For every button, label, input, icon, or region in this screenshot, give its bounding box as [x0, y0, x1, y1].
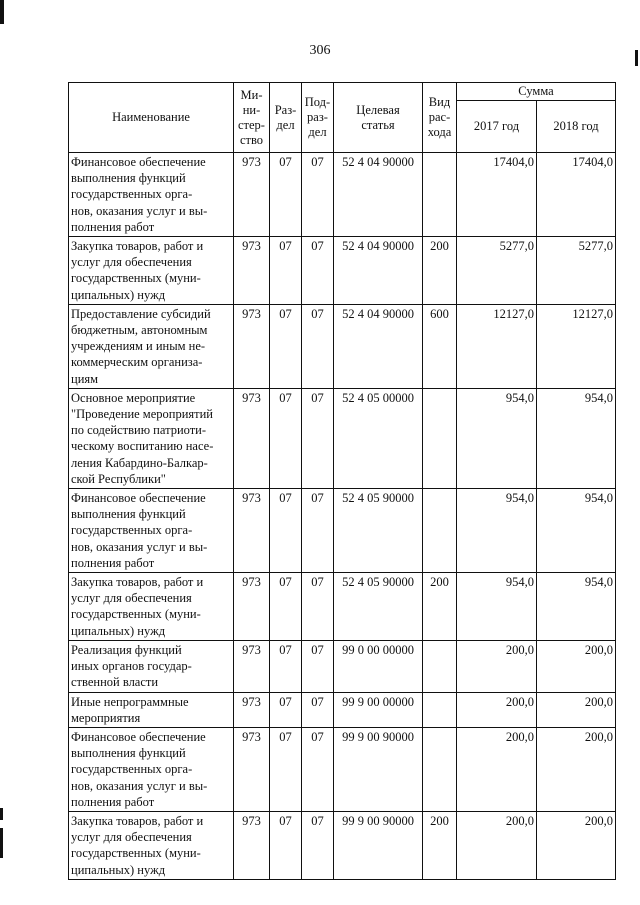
table-row [69, 388, 616, 488]
scan-edge-mark [0, 0, 4, 24]
row-expense-type [423, 727, 457, 811]
row-name: Финансовое обеспечение выполнения функций государственных орга- нов, оказания услуг и вы- полнения работ [69, 727, 234, 811]
header-name: Наименование [69, 83, 234, 153]
table-row [69, 573, 616, 641]
row-name: Основное мероприятие "Проведение мероприятий по содействию патриоти- ческому воспитанию насе- ления Кабардино-Балкар- ской Республики" [69, 388, 234, 488]
row-sum-2018: 200,0 [537, 640, 616, 692]
row-sum-2017: 954,0 [457, 489, 537, 573]
row-section: 07 [270, 153, 302, 237]
row-ministry: 973 [234, 640, 270, 692]
table-row [69, 489, 616, 573]
row-sum-2018: 200,0 [537, 811, 616, 879]
row-name: Закупка товаров, работ и услуг для обеспечения государственных (муни- ципальных) нужд [69, 573, 234, 641]
row-name: Закупка товаров, работ и услуг для обеспечения государственных (муни- ципальных) нужд [69, 811, 234, 879]
budget-table [68, 82, 616, 880]
row-subsection: 07 [302, 489, 334, 573]
header-sum: Сумма [457, 83, 616, 101]
row-sum-2017: 954,0 [457, 388, 537, 488]
row-sum-2018: 5277,0 [537, 237, 616, 305]
row-sum-2018: 954,0 [537, 388, 616, 488]
row-expense-type [423, 153, 457, 237]
row-expense-type [423, 489, 457, 573]
header-target-item: Целевая статья [334, 83, 423, 153]
row-sum-2017: 954,0 [457, 573, 537, 641]
row-sum-2017: 17404,0 [457, 153, 537, 237]
row-name: Финансовое обеспечение выполнения функций государственных орга- нов, оказания услуг и вы- полнения работ [69, 489, 234, 573]
row-section: 07 [270, 237, 302, 305]
row-section: 07 [270, 489, 302, 573]
header-expense-type: Вид рас- хода [423, 83, 457, 153]
row-target-item: 99 9 00 90000 [334, 811, 423, 879]
scan-edge-mark [0, 808, 3, 820]
row-subsection: 07 [302, 811, 334, 879]
row-expense-type [423, 388, 457, 488]
row-subsection: 07 [302, 640, 334, 692]
row-sum-2017: 5277,0 [457, 237, 537, 305]
header-year-2017: 2017 год [457, 101, 537, 153]
row-target-item: 99 9 00 90000 [334, 727, 423, 811]
table-row [69, 153, 616, 237]
table-row [69, 692, 616, 727]
row-subsection: 07 [302, 388, 334, 488]
row-expense-type: 200 [423, 237, 457, 305]
row-expense-type [423, 692, 457, 727]
row-ministry: 973 [234, 388, 270, 488]
row-ministry: 973 [234, 153, 270, 237]
row-target-item: 52 4 05 90000 [334, 573, 423, 641]
row-name: Предоставление субсидий бюджетным, автономным учреждениям и иным не- коммерческим организа- циям [69, 304, 234, 388]
row-target-item: 99 9 00 00000 [334, 692, 423, 727]
header-section: Раз- дел [270, 83, 302, 153]
row-sum-2018: 954,0 [537, 573, 616, 641]
row-ministry: 973 [234, 237, 270, 305]
row-sum-2017: 200,0 [457, 727, 537, 811]
row-name: Закупка товаров, работ и услуг для обеспечения государственных (муни- ципальных) нужд [69, 237, 234, 305]
row-section: 07 [270, 388, 302, 488]
row-sum-2017: 200,0 [457, 692, 537, 727]
row-sum-2017: 200,0 [457, 811, 537, 879]
row-section: 07 [270, 811, 302, 879]
row-section: 07 [270, 640, 302, 692]
table-row [69, 237, 616, 305]
scan-edge-mark [0, 828, 3, 858]
row-expense-type: 200 [423, 573, 457, 641]
row-expense-type: 200 [423, 811, 457, 879]
row-name: Реализация функций иных органов государ- ственной власти [69, 640, 234, 692]
row-name: Финансовое обеспечение выполнения функций государственных орга- нов, оказания услуг и вы- полнения работ [69, 153, 234, 237]
row-sum-2018: 12127,0 [537, 304, 616, 388]
row-sum-2018: 17404,0 [537, 153, 616, 237]
table-row [69, 727, 616, 811]
row-target-item: 52 4 05 00000 [334, 388, 423, 488]
row-subsection: 07 [302, 237, 334, 305]
row-expense-type [423, 640, 457, 692]
row-name: Иные непрограммные мероприятия [69, 692, 234, 727]
row-ministry: 973 [234, 489, 270, 573]
row-subsection: 07 [302, 692, 334, 727]
row-section: 07 [270, 573, 302, 641]
header-ministry: Ми- ни- стер- ство [234, 83, 270, 153]
row-subsection: 07 [302, 153, 334, 237]
row-ministry: 973 [234, 304, 270, 388]
row-target-item: 99 0 00 00000 [334, 640, 423, 692]
row-target-item: 52 4 04 90000 [334, 237, 423, 305]
row-ministry: 973 [234, 692, 270, 727]
row-subsection: 07 [302, 573, 334, 641]
row-section: 07 [270, 304, 302, 388]
page-number: 306 [309, 43, 331, 58]
row-subsection: 07 [302, 304, 334, 388]
table-row [69, 640, 616, 692]
row-sum-2018: 200,0 [537, 727, 616, 811]
row-expense-type: 600 [423, 304, 457, 388]
scan-edge-mark [635, 50, 638, 66]
row-subsection: 07 [302, 727, 334, 811]
row-sum-2018: 954,0 [537, 489, 616, 573]
table-row [69, 304, 616, 388]
row-section: 07 [270, 692, 302, 727]
row-sum-2018: 200,0 [537, 692, 616, 727]
row-target-item: 52 4 04 90000 [334, 153, 423, 237]
row-target-item: 52 4 05 90000 [334, 489, 423, 573]
row-ministry: 973 [234, 573, 270, 641]
row-ministry: 973 [234, 727, 270, 811]
row-ministry: 973 [234, 811, 270, 879]
header-year-2018: 2018 год [537, 101, 616, 153]
row-target-item: 52 4 04 90000 [334, 304, 423, 388]
header-subsection: Под- раз- дел [302, 83, 334, 153]
row-sum-2017: 200,0 [457, 640, 537, 692]
row-sum-2017: 12127,0 [457, 304, 537, 388]
row-section: 07 [270, 727, 302, 811]
table-row [69, 811, 616, 879]
